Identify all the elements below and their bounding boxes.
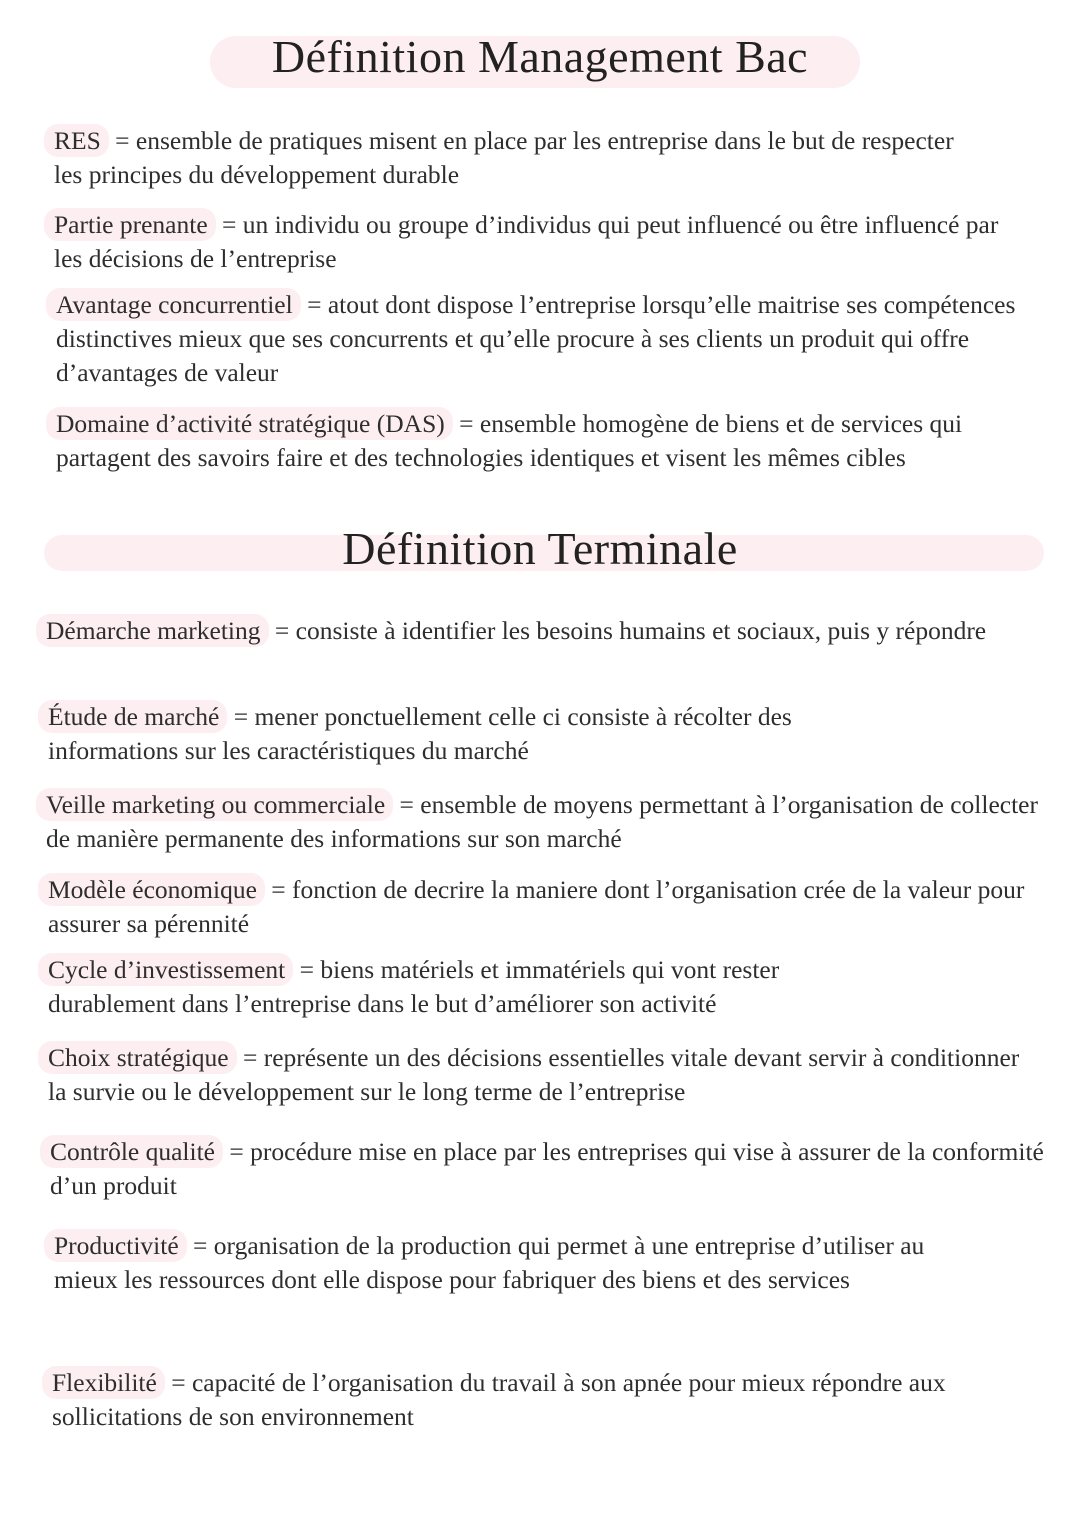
definition-text: = atout dont dispose l’entreprise lorsqu’elle maitrise ses compétences distinctives mieux que ses concurrents et qu’elle procure à ses clients un produit qui offre d’avantages de valeur: [56, 290, 1016, 387]
definition-term: Avantage concurrentiel: [46, 288, 301, 321]
definition-text: = consiste à identifier les besoins humains et sociaux, puis y répondre: [268, 616, 987, 645]
definition-entry: [54, 208, 1004, 276]
definition-term: Flexibilité: [42, 1366, 165, 1399]
definition-entry: [46, 788, 1056, 856]
definition-entry: [56, 407, 1056, 475]
definition-term: Contrôle qualité: [40, 1135, 223, 1168]
definition-entry: [54, 124, 964, 192]
definition-term: Partie prenante: [44, 208, 216, 241]
definition-term: Productivité: [44, 1229, 187, 1262]
definition-term: Démarche marketing: [36, 614, 269, 647]
definition-entry: [54, 1229, 984, 1297]
definition-entry: [48, 873, 1053, 941]
definition-text: = procédure mise en place par les entreprises qui vise à assurer de la conformité d’un produit: [50, 1137, 1044, 1200]
definition-entry: [52, 1366, 1052, 1434]
definition-entry: [46, 614, 1026, 648]
definition-term: Étude de marché: [38, 700, 227, 733]
definition-text: = organisation de la production qui permet à une entreprise d’utiliser au mieux les ressources dont elle dispose pour fabriquer des biens et des services: [54, 1231, 925, 1294]
definition-term: Modèle économique: [38, 873, 265, 906]
definition-term: Domaine d’activité stratégique (DAS): [46, 407, 453, 440]
definition-entry: [56, 288, 1041, 390]
definition-term: RES: [44, 124, 109, 157]
definition-entry: [48, 953, 898, 1021]
definition-text: = un individu ou groupe d’individus qui peut influencé ou être influencé par les décisions de l’entreprise: [54, 210, 999, 273]
definition-entry: [48, 700, 928, 768]
definition-text: = ensemble de pratiques misent en place par les entreprise dans le but de respecter les principes du développement durable: [54, 126, 954, 189]
definition-text: = ensemble de moyens permettant à l’organisation de collecter de manière permanente des informations sur son marché: [46, 790, 1038, 853]
definition-term: Choix stratégique: [38, 1041, 237, 1074]
definition-text: = fonction de decrire la maniere dont l’organisation crée de la valeur pour assurer sa pérennité: [48, 875, 1025, 938]
definition-term: Cycle d’investissement: [38, 953, 293, 986]
section-title-terminale: Définition Terminale: [342, 523, 738, 574]
definition-entry: [48, 1041, 1033, 1109]
definition-text: = biens matériels et immatériels qui vont rester durablement dans l’entreprise dans le but d’améliorer son activité: [48, 955, 780, 1018]
definition-term: Veille marketing ou commerciale: [36, 788, 393, 821]
definition-entry: [50, 1135, 1050, 1203]
definition-text: = représente un des décisions essentielles vitale devant servir à conditionner la survie ou le développement sur le long terme de l’entreprise: [48, 1043, 1020, 1106]
section-title-bac: Définition Management Bac: [271, 31, 809, 82]
definition-text: = ensemble homogène de biens et de services qui partagent des savoirs faire et des technologies identiques et visent les mêmes cibles: [56, 409, 963, 472]
definition-text: = mener ponctuellement celle ci consiste à récolter des informations sur les caractéristiques du marché: [48, 702, 792, 765]
definition-text: = capacité de l’organisation du travail à son apnée pour mieux répondre aux sollicitations de son environnement: [52, 1368, 946, 1431]
